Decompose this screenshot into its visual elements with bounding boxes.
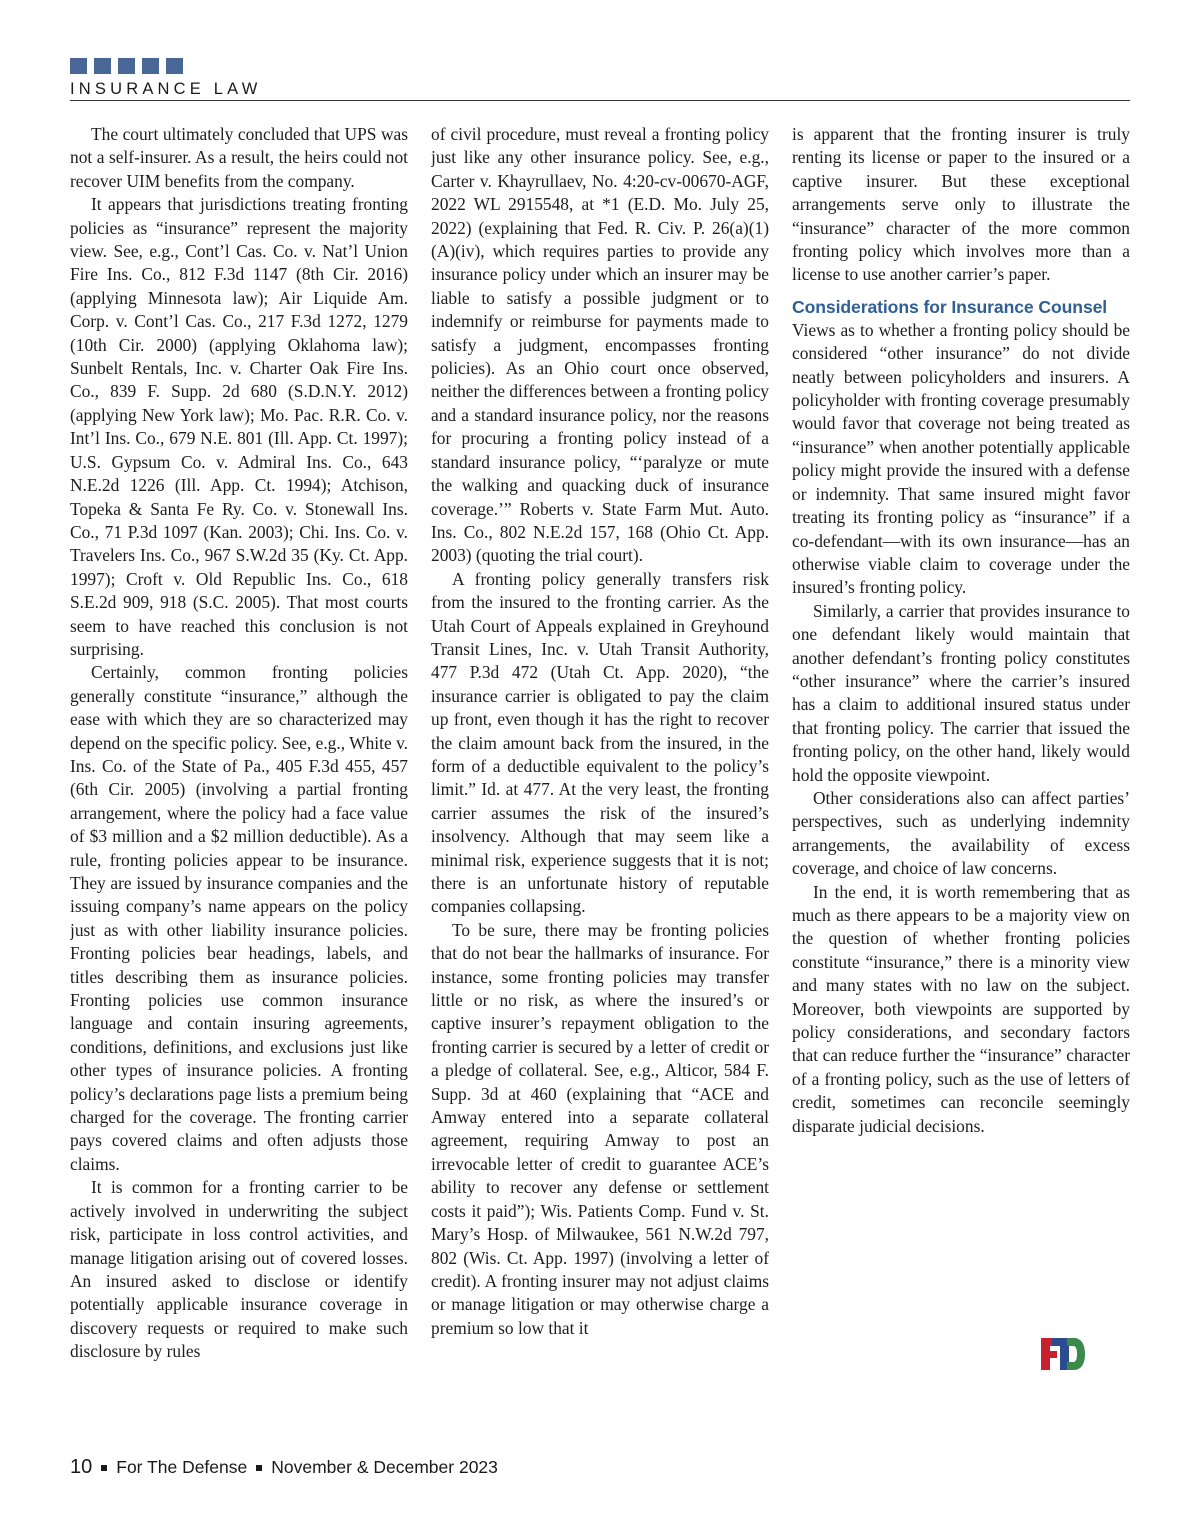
header-square [166, 58, 183, 74]
page-footer [70, 1456, 498, 1479]
paragraph: is apparent that the fronting insurer is truly renting its license or paper to the insured or a captive insurer. But these exceptional arrangements serve only to illustrate the “insurance” character of the more common fronting policy which involves more than a license to use another carrier’s paper. [792, 124, 1130, 285]
section-heading: Considerations for Insurance Counsel [792, 296, 1108, 317]
paragraph: It is common for a fronting carrier to be actively involved in underwriting the subject risk, participate in loss control activities, and manage litigation arising out of covered losses. An insured asked to disclose or identify potentially applicable insurance coverage in discovery requests or required to make such disclosure by rules [70, 1177, 408, 1362]
bullet-separator [256, 1465, 262, 1471]
ftd-logo-icon [1040, 1336, 1086, 1372]
paragraph: In the end, it is worth remembering that as much as there appears to be a majority view on the question of whether fronting policies constitute “insurance,” there is a minority view and many states with no law on the subject. Moreover, both viewpoints are supported by policy considerations, and secondary factors that can reduce further the “insurance” character of a fronting policy, such as the use of letters of credit, sometimes can reconcile seemingly disparate judicial decisions. [792, 881, 1130, 1136]
header-square [94, 58, 111, 74]
issue-date: November & December 2023 [271, 1457, 498, 1477]
paragraph: Other considerations also can affect parties’ perspectives, such as underlying indemnity arrangements, the availability of excess coverage, and choice of law concerns. [792, 787, 1130, 879]
header-decoration [70, 58, 183, 74]
paragraph: The court ultimately concluded that UPS was not a self-insurer. As a result, the heirs could not recover UIM benefits from the company. [70, 124, 408, 191]
paragraph: A fronting policy generally transfers risk from the insured to the fronting carrier. As the Utah Court of Appeals explained in Greyhound Transit Lines, Inc. v. Utah Transit Authority, 477 P.3d 472 (Utah Ct. App. 2020), “the insurance carrier is obligated to pay the claim up front, even though it has the right to recover the claim amount back from the insured, in the form of a deductible equivalent to the policy’s limit.” Id. at 477. At the very least, the fronting carrier assumes the risk of the insured’s insolvency. Although that may seem like a minimal risk, experience suggests that it is not; there is an unfortunate history of reputable companies collapsing. [431, 568, 769, 917]
header-square [142, 58, 159, 74]
section-label: INSURANCE LAW [70, 80, 262, 98]
column-1 [70, 123, 408, 1448]
header-square [70, 58, 87, 74]
bullet-separator [101, 1465, 107, 1471]
paragraph: To be sure, there may be fronting policies that do not bear the hallmarks of insurance. For instance, some fronting policies may transfer little or no risk, as where the insured’s or captive insurer’s repayment obligation to the fronting carrier is secured by a letter of credit or a pledge of collateral. See, e.g., Alticor, 584 F. Supp. 3d at 460 (explaining that “ACE and Amway entered into a separate collateral agreement, requiring Amway to post an irrevocable letter of credit to guarantee ACE’s ability to recover any defense or settlement costs it paid”); Wis. Patients Comp. Fund v. St. Mary’s Hosp. of Milwaukee, 561 N.W.2d 797, 802 (Wis. Ct. App. 1997) (involving a letter of credit). A fronting insurer may not adjust claims or manage litigation or may otherwise charge a premium so low that it [431, 919, 769, 1338]
page-number: 10 [70, 1456, 93, 1478]
publication-name: For The Defense [116, 1457, 248, 1477]
header-square [118, 58, 135, 74]
paragraph: It appears that jurisdictions treating fronting policies as “insurance” represent the majority view. See, e.g., Cont’l Cas. Co. v. Nat’l Union Fire Ins. Co., 812 F.3d 1147 (8th Cir. 2016) (applying Minnesota law); Air Liquide Am. Corp. v. Cont’l Cas. Co., 217 F.3d 1272, 1279 (10th Cir. 2000) (applying Oklahoma law); Sunbelt Rentals, Inc. v. Charter Oak Fire Ins. Co., 839 F. Supp. 2d 680 (S.D.N.Y. 2012) (applying New York law); Mo. Pac. R.R. Co. v. Int’l Ins. Co., 679 N.E. 801 (Ill. App. Ct. 1997); U.S. Gypsum Co. v. Admiral Ins. Co., 643 N.E.2d 1226 (Ill. App. Ct. 1994); Atchison, Topeka & Santa Fe Ry. Co. v. Stonewall Ins. Co., 71 P.3d 1097 (Kan. 2003); Chi. Ins. Co. v. Travelers Ins. Co., 967 S.W.2d 35 (Ky. Ct. App. 1997); Croft v. Old Republic Ins. Co., 618 S.E.2d 909, 918 (S.C. 2005). That most courts seem to have reached this conclusion is not surprising. [70, 194, 408, 659]
header-divider [70, 100, 1130, 101]
paragraph: Certainly, common fronting policies generally constitute “insurance,” although the ease with which they are so characterized may depend on the specific policy. See, e.g., White v. Ins. Co. of the State of Pa., 405 F.3d 455, 457 (6th Cir. 2005) (involving a partial fronting arrangement, where the policy had a face value of $3 million and a $2 million deductible). As a rule, fronting policies appear to be insurance. They are issued by insurance companies and the issuing company’s name appears on the policy just as with other liability insurance policies. Fronting policies bear headings, labels, and titles describing them as insurance policies. Fronting policies use common insurance language and contain insuring agreements, conditions, definitions, and exclusions just like other types of insurance policies. A fronting policy’s declarations page lists a premium being charged for the coverage. The fronting carrier pays covered claims and often adjusts those claims. [70, 662, 408, 1174]
column-3 [792, 123, 1130, 1448]
paragraph: Views as to whether a fronting policy should be considered “other insurance” do not divide neatly between policyholders and insurers. A policyholder with fronting coverage presumably would favor that coverage not being treated as “insurance” when another potentially applicable policy might provide the insured with a defense or indemnity. That same insured might favor treating its fronting policy as “insurance” if a co-defendant—with its own insurance—has an otherwise viable claim to coverage under the insured’s fronting policy. [792, 319, 1130, 598]
column-2 [431, 123, 769, 1448]
paragraph: Similarly, a carrier that provides insurance to one defendant likely would maintain that another defendant’s fronting policy constitutes “other insurance” where the carrier’s insured has a claim to additional insured status under that fronting policy. The carrier that issued the fronting policy, on the other hand, likely would hold the opposite viewpoint. [792, 600, 1130, 785]
paragraph: of civil procedure, must reveal a fronting policy just like any other insurance policy. See, e.g., Carter v. Khayrullaev, No. 4:20-cv-00670-AGF, 2022 WL 2915548, at *1 (E.D. Mo. July 25, 2022) (explaining that Fed. R. Civ. P. 26(a)(1)(A)(iv), which requires parties to provide any insurance policy under which an insurer may be liable to satisfy a possible judgment or to indemnify or reimburse for payments made to satisfy a judgment, encompasses fronting policies). As an Ohio court once observed, neither the differences between a fronting policy and a standard insurance policy, nor the reasons for procuring a fronting policy instead of a standard insurance policy, “‘paralyze or mute the walking and quacking duck of insurance coverage.’” Roberts v. State Farm Mut. Auto. Ins. Co., 802 N.E.2d 157, 168 (Ohio Ct. App. 2003) (quoting the trial court). [431, 124, 769, 566]
